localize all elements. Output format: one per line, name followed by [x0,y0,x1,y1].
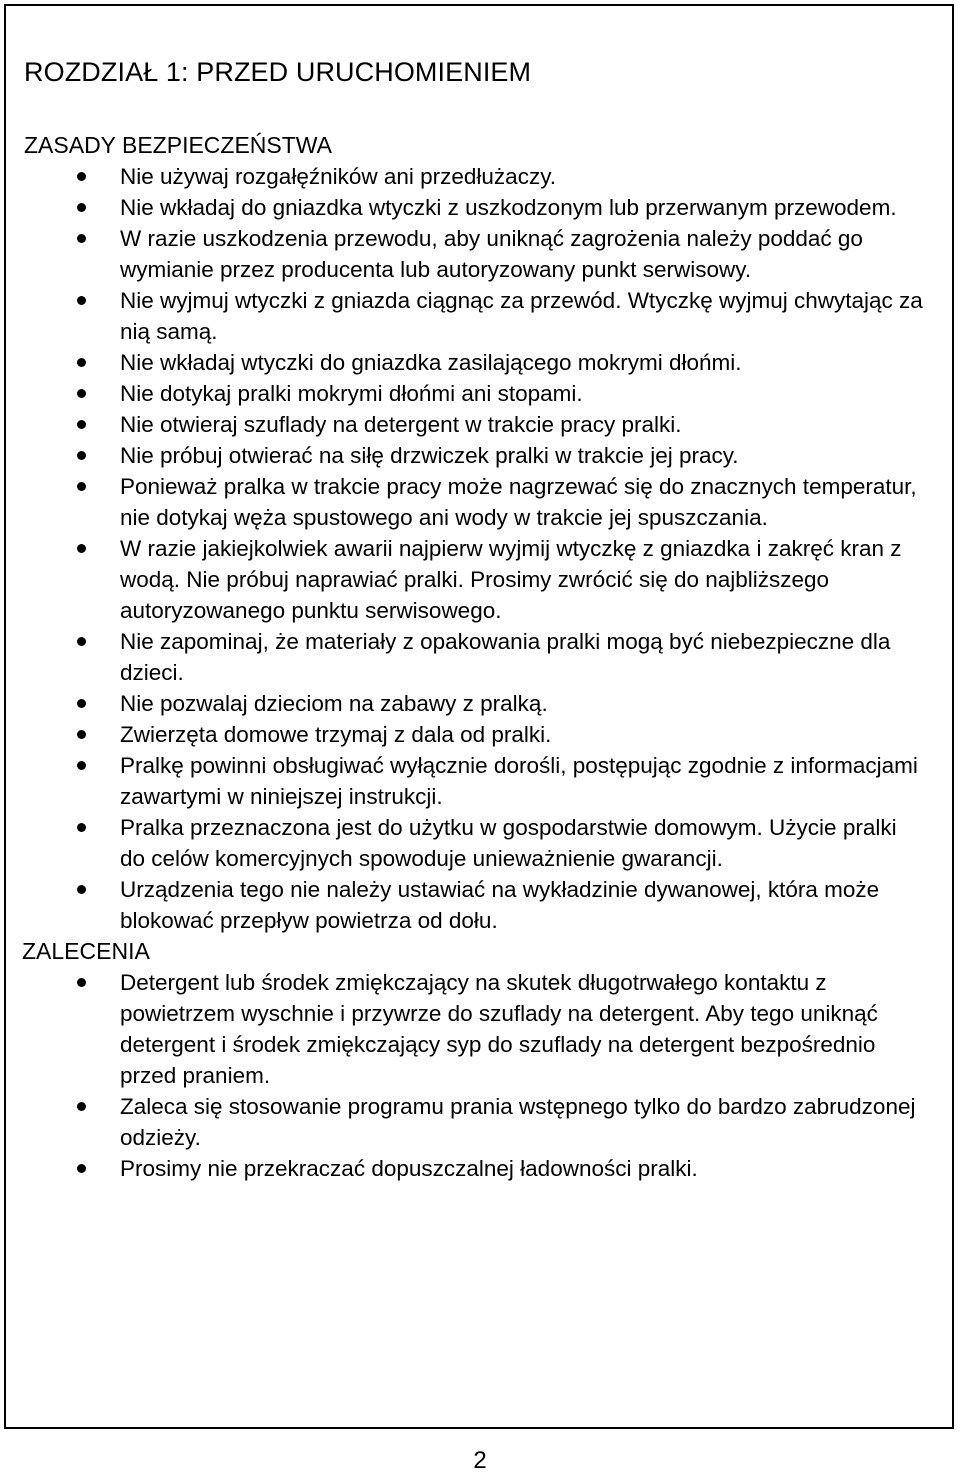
list-item [24,409,924,440]
list-item-text: Nie używaj rozgałęźników ani przedłużaczy. [120,164,557,189]
bullet-icon [77,1102,86,1111]
bullet-icon [77,203,86,212]
bullet-icon [77,761,86,770]
list-item-text: Prosimy nie przekraczać dopuszczalnej ładowności pralki. [120,1156,698,1181]
bullet-icon [77,451,86,460]
safety-heading: ZASADY BEZPIECZEŃSTWA [24,132,332,158]
list-item [24,1153,924,1184]
list-item [24,1091,924,1153]
bullet-icon [77,730,86,739]
bullet-icon [77,978,86,987]
bullet-icon [77,482,86,491]
bullet-icon [77,172,86,181]
recommendations-list [24,967,924,1184]
bullet-icon [77,296,86,305]
list-item [24,967,924,1091]
bullet-icon [77,699,86,708]
bullet-icon [77,420,86,429]
list-item-text: Zwierzęta domowe trzymaj z dala od pralki. [120,722,552,747]
list-item [24,874,924,936]
list-item-text: Nie pozwalaj dzieciom na zabawy z pralką. [120,691,548,716]
list-item [24,161,924,192]
list-item [24,440,924,471]
list-item [24,285,924,347]
list-item [24,719,924,750]
page-number: 2 [473,1447,487,1474]
list-item-text: Pralka przeznaczona jest do użytku w gospodarstwie domowym. Użycie pralki do celów komercyjnych spowoduje unieważnienie gwarancji. [120,815,897,871]
bullet-icon [77,389,86,398]
list-item [24,533,924,626]
bullet-icon [77,544,86,553]
list-item [24,688,924,719]
recommendations-heading: ZALECENIA [22,938,150,964]
list-item-text: Zaleca się stosowanie programu prania wstępnego tylko do bardzo zabrudzonej odzieży. [120,1094,916,1150]
list-item-text: Nie wyjmuj wtyczki z gniazda ciągnąc za przewód. Wtyczkę wyjmuj chwytając za nią samą. [120,288,923,344]
chapter-title: ROZDZIAŁ 1: PRZED URUCHOMIENIEM [24,57,532,87]
list-item [24,626,924,688]
page-content [24,52,924,1184]
list-item-text: Urządzenia tego nie należy ustawiać na wykładzinie dywanowej, która może blokować przepływ powietrza od dołu. [120,877,880,933]
bullet-icon [77,637,86,646]
list-item [24,347,924,378]
list-item-text: Pralkę powinni obsługiwać wyłącznie dorośli, postępując zgodnie z informacjami zawartymi w niniejszej instrukcji. [120,753,918,809]
list-item [24,812,924,874]
bullet-icon [77,885,86,894]
list-item [24,192,924,223]
bullet-icon [77,823,86,832]
list-item [24,750,924,812]
bullet-icon [77,234,86,243]
list-item-text: Ponieważ pralka w trakcie pracy może nagrzewać się do znacznych temperatur, nie dotykaj węża spustowego ani wody w trakcie jej spuszczania. [120,474,917,530]
list-item-text: Nie próbuj otwierać na siłę drzwiczek pralki w trakcie jej pracy. [120,443,739,468]
list-item [24,223,924,285]
bullet-icon [77,358,86,367]
list-item [24,471,924,533]
list-item-text: Nie otwieraj szuflady na detergent w trakcie pracy pralki. [120,412,682,437]
list-item-text: Nie wkładaj wtyczki do gniazdka zasilającego mokrymi dłońmi. [120,350,742,375]
list-item-text: W razie uszkodzenia przewodu, aby uniknąć zagrożenia należy poddać go wymianie przez producenta lub autoryzowany punkt serwisowy. [120,226,863,282]
bullet-icon [77,1164,86,1173]
list-item-text: Detergent lub środek zmiękczający na skutek długotrwałego kontaktu z powietrzem wyschnie i przywrze do szuflady na detergent. Aby tego uniknąć detergent i środek zmiękczający syp do szuflady na detergent bezpośrednio przed praniem. [120,970,878,1088]
list-item-text: Nie wkładaj do gniazdka wtyczki z uszkodzonym lub przerwanym przewodem. [120,195,897,220]
list-item-text: Nie zapominaj, że materiały z opakowania pralki mogą być niebezpieczne dla dzieci. [120,629,891,685]
list-item-text: Nie dotykaj pralki mokrymi dłońmi ani stopami. [120,381,583,406]
safety-list [24,161,924,936]
list-item-text: W razie jakiejkolwiek awarii najpierw wyjmij wtyczkę z gniazdka i zakręć kran z wodą. Nie próbuj naprawiać pralki. Prosimy zwrócić się do najbliższego autoryzowanego punktu serwisowego. [120,536,902,623]
list-item [24,378,924,409]
